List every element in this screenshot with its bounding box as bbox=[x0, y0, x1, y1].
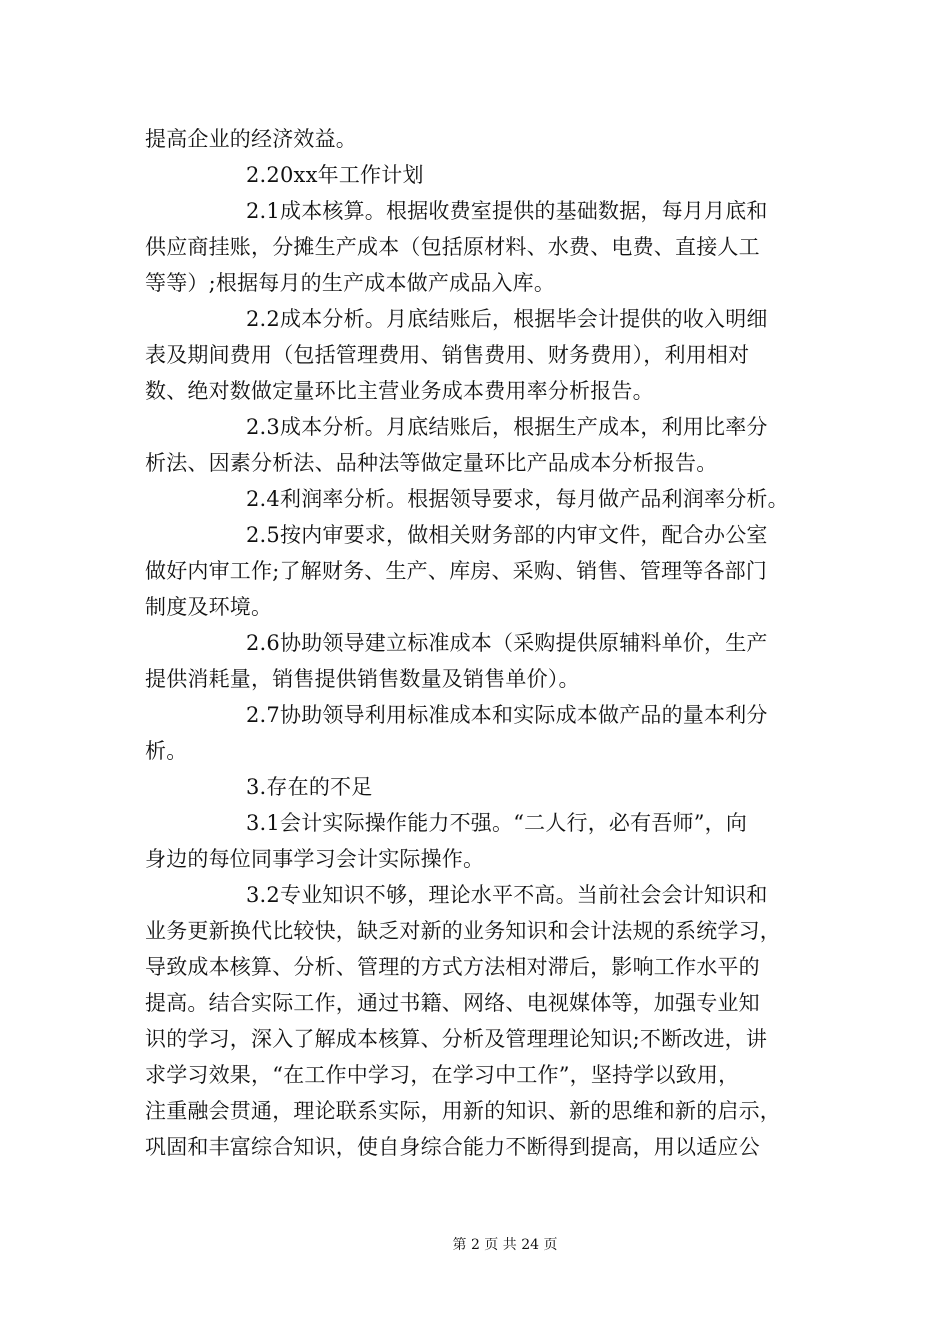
text-line: 析。 bbox=[145, 739, 188, 763]
text-line: 2.6协助领导建立标准成本（采购提供原辅料单价，生产 bbox=[246, 631, 768, 655]
text-line: 导致成本核算、分析、管理的方式方法相对滞后，影响工作水平的 bbox=[145, 955, 760, 979]
page-number-footer: 第 2 页 共 24 页 bbox=[452, 1237, 558, 1253]
section-heading: 2.20xx年工作计划 bbox=[246, 163, 424, 187]
text-line: 析法、因素分析法、品种法等做定量环比产品成本分析报告。 bbox=[145, 451, 718, 475]
text-line: 求学习效果，“在工作中学习，在学习中工作”，坚持学以致用， bbox=[145, 1063, 740, 1087]
text-line: 制度及环境。 bbox=[145, 595, 273, 619]
text-line: 身边的每位同事学习会计实际操作。 bbox=[145, 847, 485, 871]
text-line: 注重融会贯通，理论联系实际，用新的知识、新的思维和新的启示， bbox=[145, 1099, 781, 1123]
text-line: 2.2成本分析。月底结账后，根据毕会计提供的收入明细 bbox=[246, 307, 768, 331]
text-line: 业务更新换代比较快，缺乏对新的业务知识和会计法规的系统学习， bbox=[145, 919, 781, 943]
section-heading: 3.存在的不足 bbox=[246, 775, 373, 799]
text-line: 数、绝对数做定量环比主营业务成本费用率分析报告。 bbox=[145, 379, 654, 403]
text-line: 供应商挂账，分摊生产成本（包括原材料、水费、电费、直接人工 bbox=[145, 235, 760, 259]
text-line: 提高。结合实际工作，通过书籍、网络、电视媒体等，加强专业知 bbox=[145, 991, 760, 1015]
text-line: 识的学习，深入了解成本核算、分析及管理理论知识;不断改进，讲 bbox=[145, 1027, 768, 1051]
text-line: 表及期间费用（包括管理费用、销售费用、财务费用），利用相对 bbox=[145, 343, 750, 367]
text-line: 2.5按内审要求，做相关财务部的内审文件，配合办公室 bbox=[246, 523, 768, 547]
text-line: 巩固和丰富综合知识，使自身综合能力不断得到提高，用以适应公 bbox=[145, 1135, 760, 1159]
text-line: 2.4利润率分析。根据领导要求，每月做产品利润率分析。 bbox=[246, 487, 789, 511]
text-line: 2.3成本分析。月底结账后，根据生产成本，利用比率分 bbox=[246, 415, 768, 439]
text-line: 提供消耗量，销售提供销售数量及销售单价）。 bbox=[145, 667, 580, 691]
text-line: 提高企业的经济效益。 bbox=[145, 127, 357, 151]
text-line: 3.2专业知识不够，理论水平不高。当前社会会计知识和 bbox=[246, 883, 768, 907]
text-line: 2.1成本核算。根据收费室提供的基础数据，每月月底和 bbox=[246, 199, 768, 223]
text-line: 做好内审工作;了解财务、生产、库房、采购、销售、管理等各部门 bbox=[145, 559, 768, 583]
text-line: 2.7协助领导利用标准成本和实际成本做产品的量本利分 bbox=[246, 703, 768, 727]
text-line: 3.1会计实际操作能力不强。“二人行，必有吾师”，向 bbox=[246, 811, 748, 835]
text-line: 等等）;根据每月的生产成本做产成品入库。 bbox=[145, 271, 556, 295]
